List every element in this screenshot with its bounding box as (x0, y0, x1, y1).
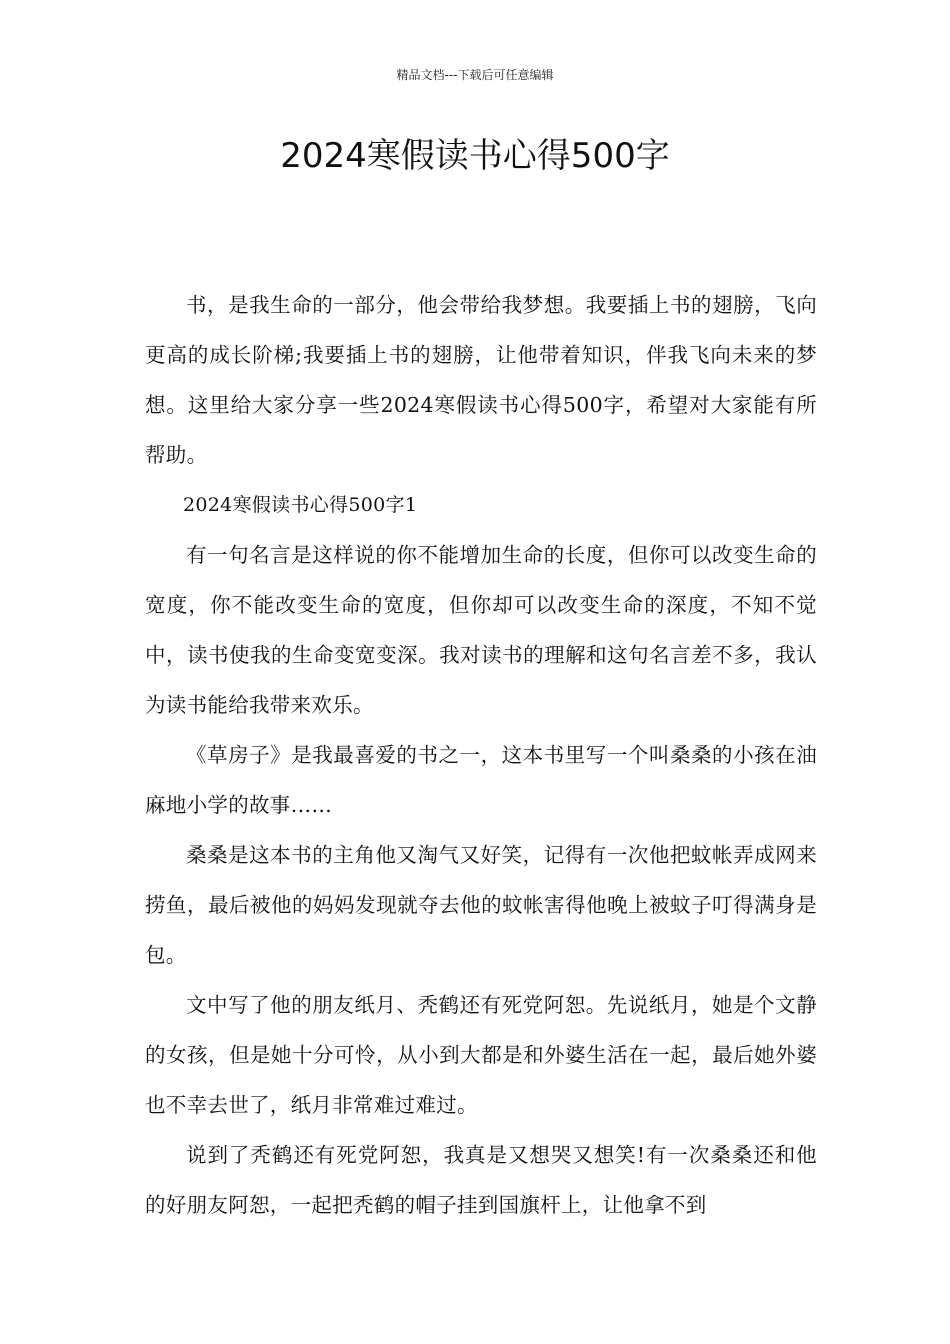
document-body (145, 280, 817, 1230)
paragraph: 说到了秃鹤还有死党阿恕，我真是又想哭又想笑!有一次桑桑还和他的好朋友阿恕，一起把秃鹤的帽子挂到国旗杆上，让他拿不到 (145, 1143, 817, 1217)
paragraph: 桑桑是这本书的主角他又淘气又好笑，记得有一次他把蚊帐弄成网来捞鱼，最后被他的妈妈发现就夺去他的蚊帐害得他晚上被蚊子叮得满身是包。 (145, 843, 817, 967)
page-title: 2024寒假读书心得500字 (280, 136, 670, 176)
paragraph: 《草房子》是我最喜爱的书之一，这本书里写一个叫桑桑的小孩在油麻地小学的故事…… (145, 743, 817, 817)
paragraph-intro: 书，是我生命的一部分，他会带给我梦想。我要插上书的翅膀，飞向更高的成长阶梯;我要插上书的翅膀，让他带着知识，伴我飞向未来的梦想。这里给大家分享一些2024寒假读书心得500字，希望对大家能有所帮助。 (145, 293, 817, 467)
header-note: 精品文档---下载后可任意编辑 (396, 68, 554, 82)
paragraph: 有一句名言是这样说的你不能增加生命的长度，但你可以改变生命的宽度，你不能改变生命的宽度，但你却可以改变生命的深度，不知不觉中，读书使我的生命变宽变深。我对读书的理解和这句名言差不多，我认为读书能给我带来欢乐。 (145, 543, 817, 717)
section-heading: 2024寒假读书心得500字1 (183, 494, 418, 516)
paragraph: 文中写了他的朋友纸月、秃鹤还有死党阿恕。先说纸月，她是个文静的女孩，但是她十分可怜，从小到大都是和外婆生活在一起，最后她外婆也不幸去世了，纸月非常难过难过。 (145, 993, 817, 1117)
